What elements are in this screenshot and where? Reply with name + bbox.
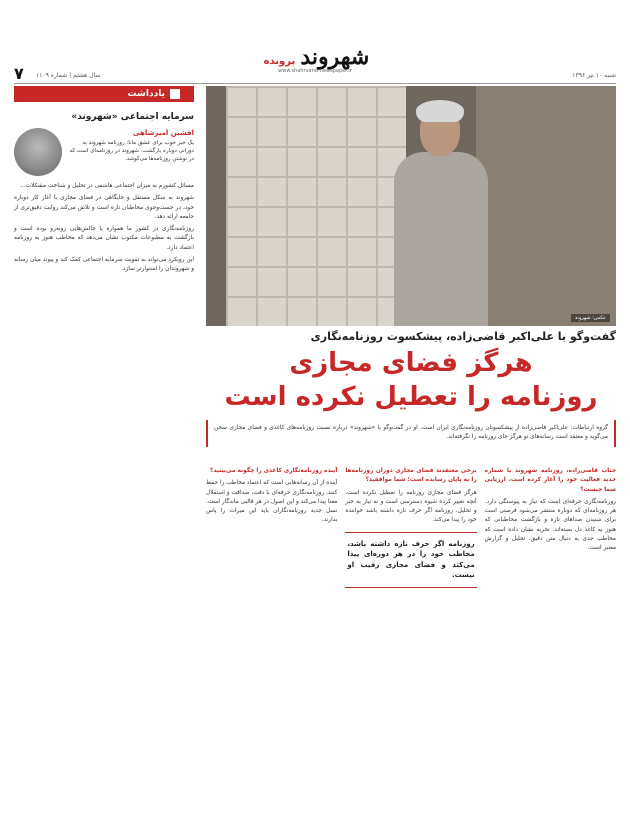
logo-prefix: پرونده (263, 56, 296, 67)
note-sidebar (14, 86, 194, 806)
logo-website: www.shahrvand-newspaper.ir (278, 68, 352, 74)
article-title-line-2: روزنامه را تعطیل نکرده است (224, 382, 598, 412)
note-tag: یادداشت (127, 89, 165, 99)
question: آینده روزنامه‌نگاری کاغذی را چگونه می‌بینید؟ (210, 468, 338, 474)
note-paragraph: این رویکرد می‌تواند به تقویت سرمایه اجتماعی کمک کند و پیوند میان رسانه و شهروندان را استوارتر سازد. (13, 256, 194, 273)
author-info (68, 128, 194, 164)
note-paragraph: روزنامه‌نگاری در کشور ما همواره با چالش‌هایی روبه‌رو بوده است و بازگشت به مطبوعات مکتوب نشان می‌دهد که مخاطب هنوز به روزنامه اعتماد دارد. (14, 226, 194, 251)
interview-article (206, 86, 616, 806)
note-section-header (14, 86, 194, 102)
issue-date: شنبه ۱۰ تیر ۱۳۹۶ (572, 72, 616, 79)
note-icon (170, 89, 180, 99)
article-lead: گروه ارتباطات: علی‌اکبر قاضی‌زاده از پیشکسوتان روزنامه‌نگاری ایران است. او در گفت‌وگو با «شهروند» درباره نسبت روزنامه‌های کاغذی و فضای مجازی سخن می‌گوید و معتقد است رسانه‌های نو هرگز جای روزنامه را نگرفته‌اند. (206, 420, 616, 447)
photo-wall (476, 86, 616, 326)
answer: آینده از آن رسانه‌هایی است که اعتماد مخاطب را حفظ کنند. روزنامه‌نگاری حرفه‌ای با دقت، صداقت و استقلال معنا پیدا می‌کند و این اصول در هر قالبی ماندگار است. نسل جدید روزنامه‌نگاران باید این میراث را پاس بدارند. (206, 480, 338, 524)
logo-main: شهروند (300, 44, 370, 70)
newspaper-logo (261, 44, 370, 74)
answer: روزنامه‌نگاری حرفه‌ای است که نیاز به پیوستگی دارد. هر روزنامه‌ای که دوباره منتشر می‌شود فرصتی است برای شنیدن صداهای تازه و بازگشت مخاطبانی که هنوز به کاغذ دل بسته‌اند. تجربه نشان داده است که مخاطب جدی به دنبال متن دقیق، تحلیل و گزارش معتبر است. (484, 498, 616, 552)
issue-info: سال هشتم | شماره ۱۱۰۹ (36, 72, 101, 79)
note-headline: سرمایه اجتماعی «شهروند» (71, 112, 194, 122)
article-column-2 (345, 464, 476, 806)
article-title-line-1: هرگز فضای مجازی (289, 348, 533, 378)
author-name: افشین امیرشاهی (132, 129, 194, 137)
note-body (14, 182, 194, 274)
note-paragraph: شهروند به شکل مستقل و جایگاهی در فضای مجازی با آغاز کار دوباره خود، در جست‌وجوی مخاطبان تازه است و تلاش می‌کند روایت دقیق‌تری از جامعه ارائه دهد. (14, 195, 194, 220)
photo-glass-blocks (226, 86, 406, 326)
answer: هرگز فضای مجازی روزنامه را تعطیل نکرده است. آنچه تغییر کرده شیوه دسترسی است و نه نیاز به خبر و تحلیل. روزنامه اگر حرف تازه داشته باشد خواننده خود را پیدا می‌کند. (345, 489, 477, 524)
photo-caption: عکس: شهروند (571, 314, 610, 322)
interviewee-photo (206, 86, 616, 326)
page-header (14, 44, 616, 84)
article-column-3 (206, 464, 337, 806)
article-columns (206, 464, 616, 806)
article-kicker: گفت‌وگو با علی‌اکبر قاضی‌زاده، پیشکسوت روزنامه‌نگاری (310, 330, 616, 343)
question: جناب قاضی‌زاده، روزنامه شهروند با شماره جدید فعالیت خود را آغاز کرده است، ارزیابی شما چیست؟ (484, 468, 616, 493)
photo-person (386, 106, 496, 326)
author-bio: یک خبر خوب برای عشق مانا: روزنامه شهروند به دورانی دوباره بازگشت. شهروند در روزنامه‌ای است که در نوشتن روزنامه‌ها می‌کوشد. (69, 140, 194, 163)
avatar (14, 128, 62, 176)
article-column-1 (485, 464, 616, 806)
page-number: ۷ (14, 64, 24, 83)
author-box (14, 128, 194, 176)
pull-quote: روزنامه اگر حرف تازه داشته باشد، مخاطب خود را در هر دوره‌ای پیدا می‌کند و فضای مجازی رقیب او نیست. (345, 532, 476, 588)
note-paragraph: مسائل کشورم به میزان اجتماعی هاشمی در تحلیل و شناخت مشکلات... (20, 183, 194, 189)
question: برخی معتقدند فضای مجازی دوران روزنامه‌ها را به پایان رسانده است؛ شما موافقید؟ (345, 468, 477, 484)
